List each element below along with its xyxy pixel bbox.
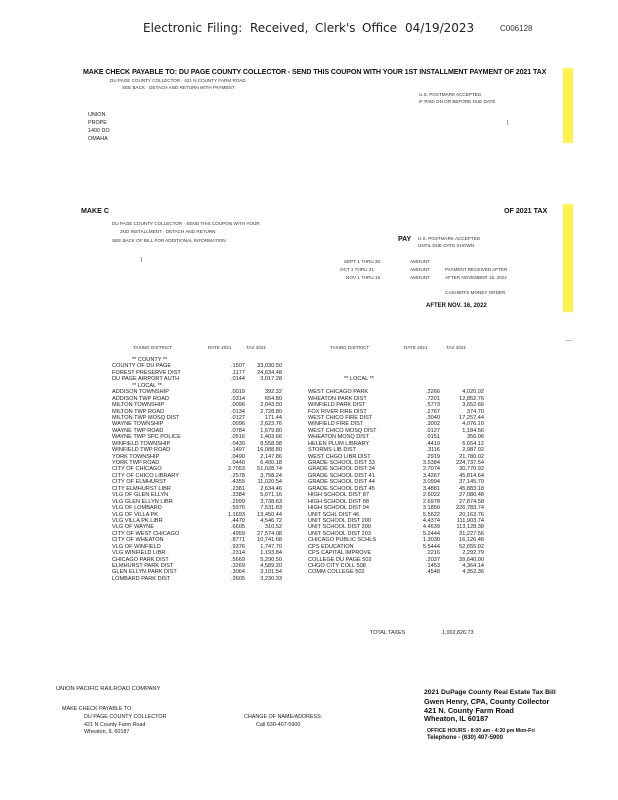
- left-tax: 3,101.54: [260, 569, 282, 576]
- right-tax: 224,737.54: [456, 460, 484, 466]
- left-tax: 24,634.48: [257, 369, 282, 376]
- edge-tick: [566, 340, 572, 341]
- right-district: GRADE SCHOOL DIST 45: [308, 485, 375, 492]
- left-tax: 4,589.20: [260, 563, 282, 569]
- right-district: WINFIELD FIRE DIST: [308, 421, 364, 428]
- right-tax: 1,184.56: [462, 427, 484, 434]
- right-rate: .2919: [426, 453, 440, 460]
- right-rate: .2037: [426, 556, 440, 563]
- right-district: WINFIELD PARK DIST: [308, 402, 366, 409]
- right-hdr-tax: TAX 2021: [446, 345, 467, 350]
- right-district: UNIT SCHOOL DIST 203: [308, 530, 372, 537]
- coupon1-right2: IF PAID ON OR BEFORE DUE DATE: [419, 99, 496, 104]
- total-value: 1,002,826.73: [442, 630, 474, 636]
- right-tax: 3,652.66: [462, 402, 484, 409]
- left-district: ADDISON TWP ROAD: [112, 395, 169, 402]
- right-tax: 356.06: [466, 434, 484, 441]
- left-rate: .0430: [231, 440, 245, 447]
- right-district: GRADE SCHOOL DIST 33: [308, 460, 375, 466]
- right-tax: 20,163.76: [459, 511, 484, 518]
- coupon2-sub1: DU PAGE COUNTY COLLECTOR · SEND THIS COUPON WITH YOUR: [112, 221, 260, 226]
- highlight-bar-1: [563, 68, 573, 143]
- left-rate: .0440: [231, 460, 245, 466]
- left-tax: 7,531.83: [260, 505, 282, 512]
- left-district: WAYNE TWP SPC POLICE: [112, 434, 181, 441]
- left-district: CITY OF CHICO LIBRARY: [112, 472, 179, 479]
- left-tax: 13,450.44: [257, 511, 282, 518]
- left-rate: .3384: [231, 492, 245, 499]
- coupon2-pay-right1: U.S. POSTMARK ACCEPTED: [418, 236, 481, 241]
- coupon2-grid-mid-3: AMOUNT: [410, 275, 430, 280]
- coupon2-sub3: SEE BACK OF BILL FOR ADDITIONAL INFORMATION: [112, 238, 226, 243]
- left-tax: 16,088.80: [257, 447, 282, 454]
- coupon1-addr-3: 1400 DO: [88, 128, 110, 134]
- filing-word-2: Filing:: [207, 21, 243, 35]
- left-district: ** LOCAL **: [132, 382, 162, 389]
- right-tax: 31,227.56: [459, 530, 484, 537]
- left-tax: 3,758.24: [260, 472, 282, 479]
- right-rate: 2.6022: [422, 492, 440, 499]
- left-district: MILTON TWP ROAD: [112, 408, 165, 415]
- right-tax: 37,145.70: [459, 479, 484, 486]
- left-tax: 2,634.46: [260, 485, 282, 492]
- left-district: FOREST PRESERVE DIST: [112, 369, 181, 376]
- left-rate: .2578: [231, 472, 245, 479]
- left-tax: 3,738.63: [260, 498, 282, 505]
- left-rate: .1497: [231, 447, 245, 454]
- left-district: VLG OF GLEN ELLYN: [112, 492, 169, 499]
- right-district: GRADE SCHOOL DIST 44: [308, 479, 375, 486]
- left-rate: .8771: [231, 537, 245, 544]
- left-tax: 2,728.80: [260, 408, 282, 415]
- left-district: CITY OF WHEATON: [112, 537, 164, 544]
- right-district: WEST CHGO LIBR DIST: [308, 453, 371, 460]
- left-district: LOMBARD PARK DIST: [112, 575, 171, 582]
- footer-hours: OFFICE HOURS - 8:00 am - 4:30 pm Mon-Fri: [427, 728, 535, 734]
- right-rate: .3040: [426, 414, 440, 421]
- left-district: MILTON TWP MOSQ DIST: [112, 414, 180, 421]
- left-tax: 5,290.50: [260, 556, 282, 563]
- right-rate: .4548: [426, 569, 440, 576]
- left-tax: 33,030.50: [257, 363, 282, 370]
- right-district: STORMS LIB DIST: [308, 447, 357, 454]
- left-district: VLG OF LOMBARD: [112, 505, 162, 512]
- footer-city: Wheaton, IL 60187: [424, 714, 489, 723]
- right-district: UNIT SCHL DIST 46: [308, 511, 360, 518]
- footer-bill-title: 2021 DuPage County Real Estate Tax Bill: [424, 689, 556, 696]
- left-rate: .3269: [231, 563, 245, 569]
- highlight-bar-2: [563, 204, 573, 312]
- filing-date: 04/19/2023: [405, 21, 475, 35]
- right-tax: 2,987.02: [462, 447, 484, 454]
- footer-company: UNION PACIFIC RAILROAD COMPANY: [56, 686, 161, 692]
- right-tax: 374.70: [466, 408, 484, 415]
- left-tax: 1,193.84: [260, 550, 282, 557]
- left-district: VLG VILLA PK LIBR: [112, 517, 163, 524]
- right-tax: 6,654.12: [462, 440, 484, 447]
- right-rate: 2.7074: [422, 466, 440, 473]
- left-district: GLEN ELLYN PARK DIST: [112, 569, 177, 576]
- left-district: ** COUNTY **: [132, 357, 168, 363]
- left-rate: .2605: [231, 575, 245, 582]
- coupon1-addr-2: PROPE: [88, 120, 107, 126]
- left-rate: .5976: [231, 505, 245, 512]
- left-district: CITY ELMHURST LIBR: [112, 485, 171, 492]
- right-tax: 21,780.02: [459, 453, 484, 460]
- left-tax: 6,400.18: [260, 460, 282, 466]
- coupon2-after: AFTER NOV. 16, 2022: [426, 303, 487, 309]
- right-district: WHEATON MOSQ DIST: [308, 434, 370, 441]
- right-district: CPS EDUCATION: [308, 543, 354, 550]
- left-rate: .2314: [231, 550, 245, 557]
- left-tax: 3,230.33: [260, 575, 282, 582]
- filing-word-4: Clerk's: [315, 21, 356, 35]
- left-tax-table: [112, 357, 282, 582]
- left-district: YORK TWP ROAD: [112, 460, 160, 466]
- right-rate: 3.4267: [422, 472, 440, 479]
- left-tax: 3,017.28: [260, 376, 282, 383]
- right-district: HELEN PLUM LIBRARY: [308, 440, 370, 447]
- left-rate: 1.1693: [227, 511, 245, 518]
- right-district: HIGH SCHOOL DIST 87: [308, 492, 369, 499]
- left-district: VLG OF WINFIELD: [112, 543, 161, 550]
- left-rate: .0096: [231, 402, 245, 409]
- left-district: WINFIELD TOWNSHIP: [112, 440, 171, 447]
- right-rate: 3.0994: [422, 479, 440, 486]
- left-rate: .0314: [231, 395, 245, 402]
- coupon2-grid-mid-1: AMOUNT: [410, 259, 430, 264]
- right-rate: 3.5384: [422, 460, 440, 466]
- doc-id: C006128: [500, 24, 533, 33]
- coupon2-grid-left-1: SEPT 1 THRU 30: [344, 259, 381, 264]
- coupon2-pay-right2: UNTIL DUE DATE SHOWN: [418, 243, 475, 248]
- right-tax: 113,128.38: [456, 524, 484, 531]
- right-rate: .0151: [426, 434, 440, 441]
- right-tax: 17,257.44: [459, 414, 484, 421]
- left-tax: 51,028.74: [257, 466, 282, 473]
- left-tax: 2,623.76: [260, 421, 282, 428]
- right-rate: .3116: [426, 447, 440, 454]
- right-rate: .3266: [426, 389, 440, 396]
- footer-change-label: CHANGE OF NAME/ADDRESS:: [244, 714, 323, 720]
- left-district: WINFIELD TWP ROAD: [112, 447, 171, 454]
- footer-payable-2: 421 N County Farm Road: [84, 722, 146, 728]
- left-district: VLG GLEN ELLYN LIBR: [112, 498, 173, 505]
- coupon1-sub1: DU PAGE COUNTY COLLECTOR · 421 N COUNTY FARM ROAD: [110, 78, 246, 83]
- right-rate: .3002: [426, 421, 440, 428]
- right-rate: .2767: [426, 408, 440, 415]
- coupon1-mark: |: [507, 120, 509, 126]
- left-hdr-rate: RATE 2021: [208, 345, 232, 350]
- left-rate: .4470: [231, 517, 245, 524]
- left-tax: 1,403.66: [260, 434, 282, 441]
- left-tax: 11,020.54: [257, 479, 282, 486]
- left-rate: .9376: [231, 543, 245, 550]
- right-district: ** LOCAL **: [344, 376, 374, 383]
- right-district: CHICAGO PUBLIC SCHLS: [308, 537, 377, 544]
- right-rate: .5773: [426, 402, 440, 409]
- left-rate: .0490: [231, 453, 245, 460]
- total-label: TOTAL TAXES: [370, 630, 406, 636]
- right-hdr-rate: RATE 2021: [404, 345, 428, 350]
- footer-payable-1: DU PAGE COUNTY COLLECTOR: [84, 714, 167, 720]
- right-tax: 4,352.36: [462, 569, 484, 576]
- left-district: CHICAGO PARK DIST: [112, 556, 169, 563]
- coupon2-mark: |: [141, 257, 143, 263]
- right-tax: 27,874.58: [459, 498, 484, 505]
- filing-word-1: Electronic: [143, 21, 203, 35]
- footer-street: 421 N. County Farm Road: [424, 706, 514, 715]
- left-rate: .0134: [231, 408, 245, 415]
- right-rate: 2.6978: [422, 498, 440, 505]
- right-rate: 5.5622: [422, 511, 440, 518]
- right-tax: 45,814.64: [459, 472, 484, 479]
- coupon2-grid-right-1: PAYMENT RECEIVED AFTER: [445, 267, 508, 272]
- left-rate: .6605: [231, 524, 245, 531]
- left-district: WAYNE TWP ROAD: [112, 427, 164, 434]
- left-tax: 310.52: [264, 524, 282, 531]
- left-tax: 2,043.50: [260, 402, 282, 409]
- left-tax: 8,558.98: [260, 440, 282, 447]
- left-district: MILTON TOWNSHIP: [112, 402, 165, 409]
- coupon2-left-title: MAKE C: [81, 207, 109, 215]
- left-district: COUNTY OF DU PAGE: [112, 363, 172, 370]
- right-district: WEST CHICO FIRE DIST: [308, 414, 373, 421]
- left-district: CITY OF WEST CHICAGO: [112, 530, 180, 537]
- right-rate: .1453: [426, 563, 440, 569]
- left-rate: .2381: [231, 485, 245, 492]
- right-district: UNIT SCHOOL DIST 200: [308, 517, 372, 524]
- left-rate: .2999: [231, 498, 245, 505]
- right-tax: 4,020.02: [462, 389, 484, 396]
- footer-phone: Telephone - (630) 407-5900: [427, 735, 503, 741]
- left-rate: 2.7053: [227, 466, 245, 473]
- left-district: VLG WINFIELD LIBR: [112, 550, 166, 557]
- coupon2-grid-mid-2: AMOUNT: [410, 267, 430, 272]
- left-district: VLG OF WAYNE: [112, 524, 154, 531]
- left-rate: .0784: [231, 427, 245, 434]
- left-district: YORK TOWNSHIP: [112, 453, 160, 460]
- left-tax: 4,546.72: [260, 517, 282, 524]
- left-district: ELMHURST PARK DIST: [112, 563, 174, 569]
- right-rate: .0127: [426, 427, 440, 434]
- right-tax: 27,080.48: [459, 492, 484, 499]
- right-district: HIGH SCHOOL DIST 94: [308, 505, 369, 512]
- footer-change-phone: Call 630-407-5900: [256, 722, 301, 728]
- left-district: ADDISON TOWNSHIP: [112, 389, 169, 396]
- left-district: DU PAGE AIRPORT AUTH: [112, 376, 180, 383]
- filing-word-5: Office: [362, 21, 398, 35]
- coupon1-sub2: SEE BACK · DETACH AND RETURN WITH PAYMENT: [122, 85, 235, 90]
- coupon1-addr-1: UNION: [88, 112, 106, 118]
- left-tax: 1,747.70: [260, 543, 282, 550]
- right-hdr-district: TAXING DISTRICT: [330, 345, 370, 350]
- right-row: [308, 576, 484, 582]
- right-district: COMM COLLEGE 502: [308, 569, 365, 576]
- right-rate: 5.5444: [422, 543, 440, 550]
- coupon2-grid-left-2: OCT 1 THRU 31: [340, 267, 374, 272]
- footer-collector: Gwen Henry, CPA, County Collector: [424, 697, 550, 706]
- right-tax: 4,076.10: [462, 421, 484, 428]
- left-rate: .4355: [231, 479, 245, 486]
- left-rate: .0127: [231, 414, 245, 421]
- left-district: WAYNE TOWNSHIP: [112, 421, 164, 428]
- right-rate: 3.4881: [422, 485, 440, 492]
- left-district: CITY OF ELMHURST: [112, 479, 167, 486]
- coupon1-addr-4: OMAHA: [88, 136, 108, 142]
- coupon1-right1: U.S. POSTMARK ACCEPTED: [419, 92, 482, 97]
- right-tax: 45,883.18: [459, 485, 484, 492]
- left-rate: .5669: [231, 556, 245, 563]
- left-rate: .4959: [231, 530, 245, 537]
- right-rate: 4.4374: [422, 517, 440, 524]
- left-rate: .0019: [231, 389, 245, 396]
- left-hdr-tax: TAX 2021: [246, 345, 267, 350]
- right-rate: .7201: [426, 395, 440, 402]
- right-district: FOX RIVER FIRE DIST: [308, 408, 367, 415]
- left-rate: .1177: [231, 369, 245, 376]
- right-tax: 16,126.48: [459, 537, 484, 544]
- left-tax: 2,147.86: [260, 453, 282, 460]
- right-district: HIGH SCHOOL DIST 88: [308, 498, 369, 505]
- coupon2-sub2: 2ND INSTALLMENT · DETACH AND RETURN: [120, 229, 216, 234]
- right-tax: 111,903.74: [456, 517, 484, 524]
- right-tax: 52,655.02: [459, 543, 484, 550]
- left-tax: 1,679.80: [260, 427, 282, 434]
- right-tax: 39,640.00: [459, 556, 484, 563]
- right-district: COLLEGE DU PAGE 502: [308, 556, 372, 563]
- right-rate: 1.3030: [422, 537, 440, 544]
- right-tax: 226,783.74: [456, 505, 484, 512]
- left-tax: 392.32: [264, 389, 282, 396]
- right-district: UNIT SCHOOL DIST 200: [308, 524, 372, 531]
- footer-payable-label: MAKE CHECK PAYABLE TO:: [62, 706, 133, 712]
- left-tax: 10,741.68: [257, 537, 282, 544]
- left-tax: 27,574.08: [257, 530, 282, 537]
- left-district: VLG OF VILLA PK: [112, 511, 159, 518]
- right-district: CPS CAPITAL IMPROVE: [308, 550, 372, 557]
- right-district: GRADE SCHOOL DIST 41: [308, 472, 375, 479]
- left-row: [112, 576, 282, 582]
- coupon2-cashier: CASHIER'S MONEY ORDER: [445, 290, 506, 295]
- right-tax: 2,292.79: [462, 550, 484, 557]
- right-rate: 3.1850: [422, 505, 440, 512]
- left-rate: .3064: [231, 569, 245, 576]
- left-rate: .1507: [231, 363, 245, 370]
- right-tax-table: [308, 357, 484, 582]
- right-rate: 5.2444: [422, 530, 440, 537]
- right-district: WEST CHICAGO PARK: [308, 389, 369, 396]
- footer-payable-3: Wheaton, IL 60187: [84, 729, 130, 735]
- filing-word-3: Received,: [250, 21, 309, 35]
- left-hdr-district: TAXING DISTRICT: [133, 345, 173, 350]
- coupon2-pay: PAY: [398, 236, 412, 243]
- right-tax: 4,364.14: [462, 563, 484, 569]
- right-district: GRADE SCHOOL DIST 34: [308, 466, 375, 473]
- left-rate: .0096: [231, 421, 245, 428]
- left-tax: 5,071.16: [260, 492, 282, 499]
- left-tax: 171.44: [264, 414, 282, 421]
- coupon1-title: MAKE CHECK PAYABLE TO: DU PAGE COUNTY COLLECTOR - SEND THIS COUPON WITH YOUR 1ST INSTALLMENT PAYMENT OF 2021 TAX: [83, 68, 547, 76]
- right-tax: 30,770.92: [459, 466, 484, 473]
- right-tax: 12,852.76: [459, 395, 484, 402]
- right-district: CHGO CITY COLL 508: [308, 563, 366, 569]
- left-district: CITY OF CHICAGO: [112, 466, 162, 473]
- right-rate: .2216: [426, 550, 440, 557]
- right-rate: .4419: [426, 440, 440, 447]
- right-district: WEST CHICO MOSQ DIST: [308, 427, 377, 434]
- left-tax: 654.80: [264, 395, 282, 402]
- right-rate: 4.4639: [422, 524, 440, 531]
- left-rate: .0516: [231, 434, 245, 441]
- coupon2-grid-left-3: NOV 1 THRU 16: [346, 275, 381, 280]
- coupon2-right-title: OF 2021 TAX: [504, 207, 548, 215]
- left-rate: .0144: [231, 376, 245, 383]
- right-district: WHEATON PARK DIST: [308, 395, 367, 402]
- coupon2-grid-right-2: AFTER NOVEMBER 16, 2022: [445, 275, 507, 280]
